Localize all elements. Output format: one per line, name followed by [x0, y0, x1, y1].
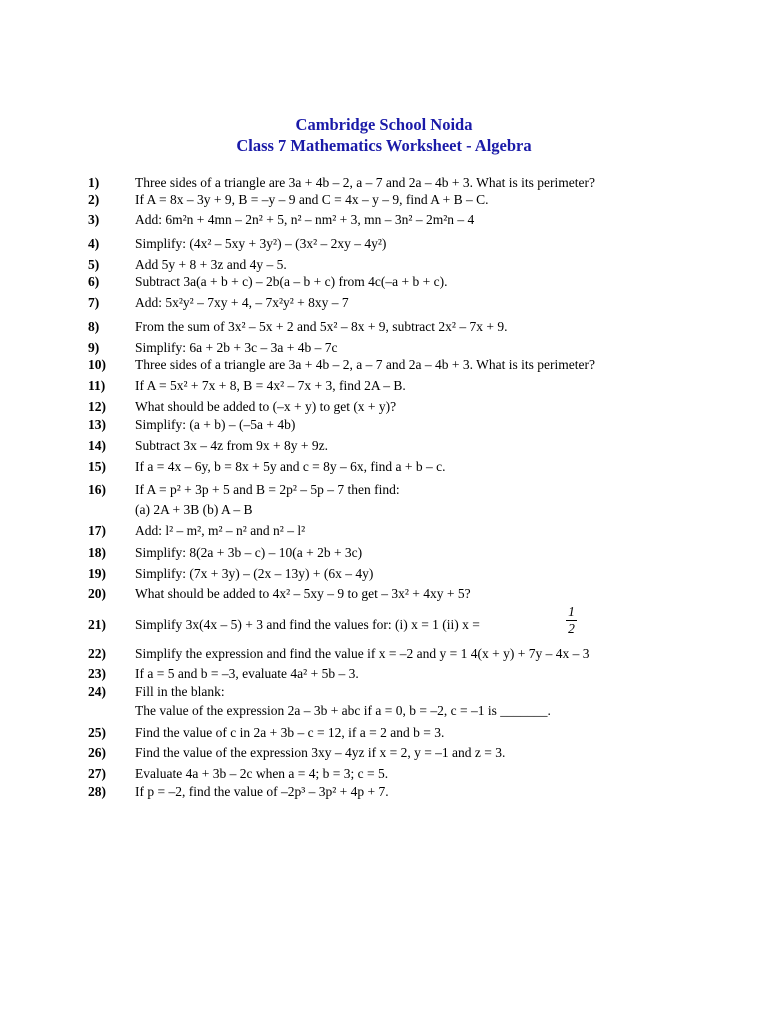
- half-fraction: [566, 604, 577, 637]
- worksheet-title: Class 7 Mathematics Worksheet - Algebra: [236, 136, 532, 155]
- fraction-denominator: 2: [568, 621, 575, 636]
- worksheet-page: Cambridge School Noida Class 7 Mathematics Worksheet - Algebra 1) Three sides of a triangle are 3a + 4b – 2, a – 7 and 2a – 4b + 3. What is its perimeter? 2) If A = 8x – 3y + 9, B = –y – 9 and C = 4x – y – 9, find A + B – C. 3) Add: 6m²n + 4mn – 2n² + 5, n² – nm² + 3, mn – 3n² – 2m²n – 4 4) Simplify: (4x² – 5xy + 3y²) – (3x² – 2xy – 4y²) 5) Add 5y + 8 + 3z and 4y – 5. 6) Subtract 3a(a + b + c) – 2b(a – b + c) from 4c(–a + b + c). 7) Add: 5x²y² – 7xy + 4, – 7x²y² + 8xy – 7 8) From the sum of 3x² – 5x + 2 and 5x² – 8x + 9, subtract 2x² – 7x + 9. 9) Simplify: 6a + 2b + 3c – 3a + 4b – 7c 10) Three sides of a triangle are 3a + 4b – 2, a – 7 and 2a – 4b + 3. What is its perimeter? 11) If A = 5x² + 7x + 8, B = 4x² – 7x + 3, find 2A – B. 12) What should be added to (–x + y) to get (x + y)? 13) Simplify: (a + b) – (–5a + 4b) 14) Subtract 3x – 4z from 9x + 8y + 9z. 15) If a = 4x – 6y, b = 8x + 5y and c = 8y – 6x, find a + b – c. 16) If A = p² + 3p + 5 and B = 2p² – 5p – 7 then find: (a) 2A + 3B (b) A – B 17) Add: l² – m², m² – n² and n² – l² 18) Simplify: 8(2a + 3b – c) – 10(a + 2b + 3c) 19) Simplify: (7x + 3y) – (2x – 13y) + (6x – 4y) 20) What should be added to 4x² – 5xy – 9 to get – 3x² + 4xy + 5? 21) Simplify 3x(4x – 5) + 3 and find the values for: (i) x = 1 (ii) x = 1 2 22) Simplify the expression and find the value if x = –2 and y = 1 4(x + y) + 7y – 4x – 3 23) If a = 5 and b = –3, evaluate 4a² + 5b – 3. 24) Fill in the blank: The value of the expression 2a – 3b + abc if a = 0, b = –2, c = –1 is _______. 25) Find the value of c in 2a + 3b – c = 12, if a = 2 and b = 3. 26) Find the value of the expression 3xy – 4yz if x = 2, y = –1 and z = 3. 27) Evaluate 4a + 3b – 2c when a = 4; b = 3; c = 5. 28) If p = –2, find the value of –2p³ – 3p² + 4p + 7.: [0, 0, 768, 1024]
- worksheet-header: [0, 114, 768, 156]
- fraction-numerator: 1: [568, 604, 575, 619]
- question-16-parts: (a) 2A + 3B (b) A – B: [135, 502, 253, 517]
- school-name: Cambridge School Noida: [295, 115, 473, 134]
- question-24-statement: The value of the expression 2a – 3b + abc if a = 0, b = –2, c = –1 is _______.: [135, 703, 551, 718]
